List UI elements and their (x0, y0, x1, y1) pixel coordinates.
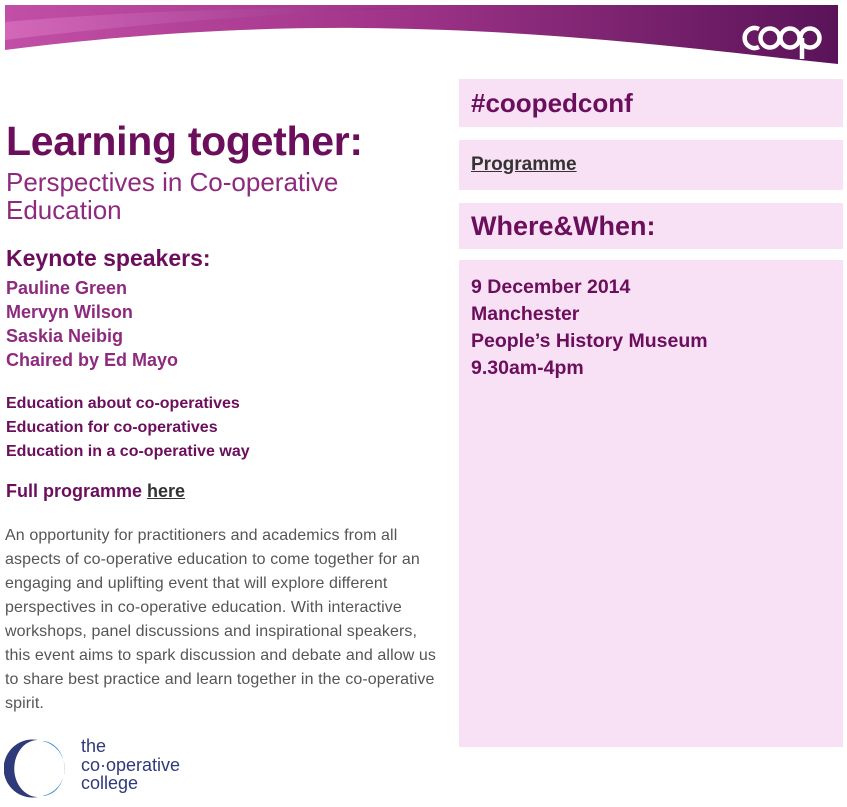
speaker-item: Chaired by Ed Mayo (6, 350, 179, 370)
keynote-heading: Keynote speakers: (6, 245, 211, 271)
speaker-item: Saskia Neibig (6, 326, 124, 346)
cooperative-college-logo (4, 737, 204, 799)
programme-link[interactable]: Programme (471, 154, 577, 175)
college-logo-line: college (81, 773, 139, 793)
theme-item: Education about co-operatives (6, 395, 240, 412)
college-logo-words (81, 737, 180, 793)
page-subtitle: Perspectives in Co-operative Education (6, 167, 339, 225)
page-title: Learning together: (6, 118, 363, 164)
event-details-list (471, 274, 831, 382)
speaker-item: Mervyn Wilson (6, 302, 133, 322)
event-venue: People’s History Museum (471, 330, 708, 352)
hashtag-panel (459, 79, 843, 127)
event-time: 9.30am-4pm (471, 357, 584, 379)
programme-panel (459, 140, 843, 190)
college-logo-mark (4, 737, 74, 799)
speaker-item: Pauline Green (6, 278, 128, 298)
college-logo-line: co·operative (81, 754, 181, 775)
event-details-panel (459, 260, 843, 747)
college-logo-line: the (81, 736, 107, 756)
speaker-list (6, 276, 178, 372)
theme-item: Education for co-operatives (6, 419, 218, 436)
where-when-heading: Where&When: (471, 211, 656, 241)
full-programme-line (6, 481, 185, 502)
header-banner (0, 0, 847, 64)
full-programme-label: Full programme (6, 481, 143, 501)
theme-list (6, 392, 250, 464)
theme-item: Education in a co-operative way (6, 443, 250, 460)
hashtag: #coopedconf (471, 88, 633, 118)
banner-graphic (0, 0, 847, 64)
event-date: 9 December 2014 (471, 276, 631, 298)
where-when-panel (459, 203, 843, 249)
event-description: An opportunity for practitioners and academics from all aspects of co-operative education to come together for an engaging and uplifting event that will explore different perspectives in co-operative education. With interactive workshops, panel discussions and inspirational speakers, this event aims to spark discussion and debate and allow us to share best practice and learn together in the co-operative spirit. (5, 527, 437, 712)
event-city: Manchester (471, 303, 580, 325)
full-programme-link[interactable]: here (147, 481, 186, 501)
coop-logo-text: coop (0, 0, 3, 1)
